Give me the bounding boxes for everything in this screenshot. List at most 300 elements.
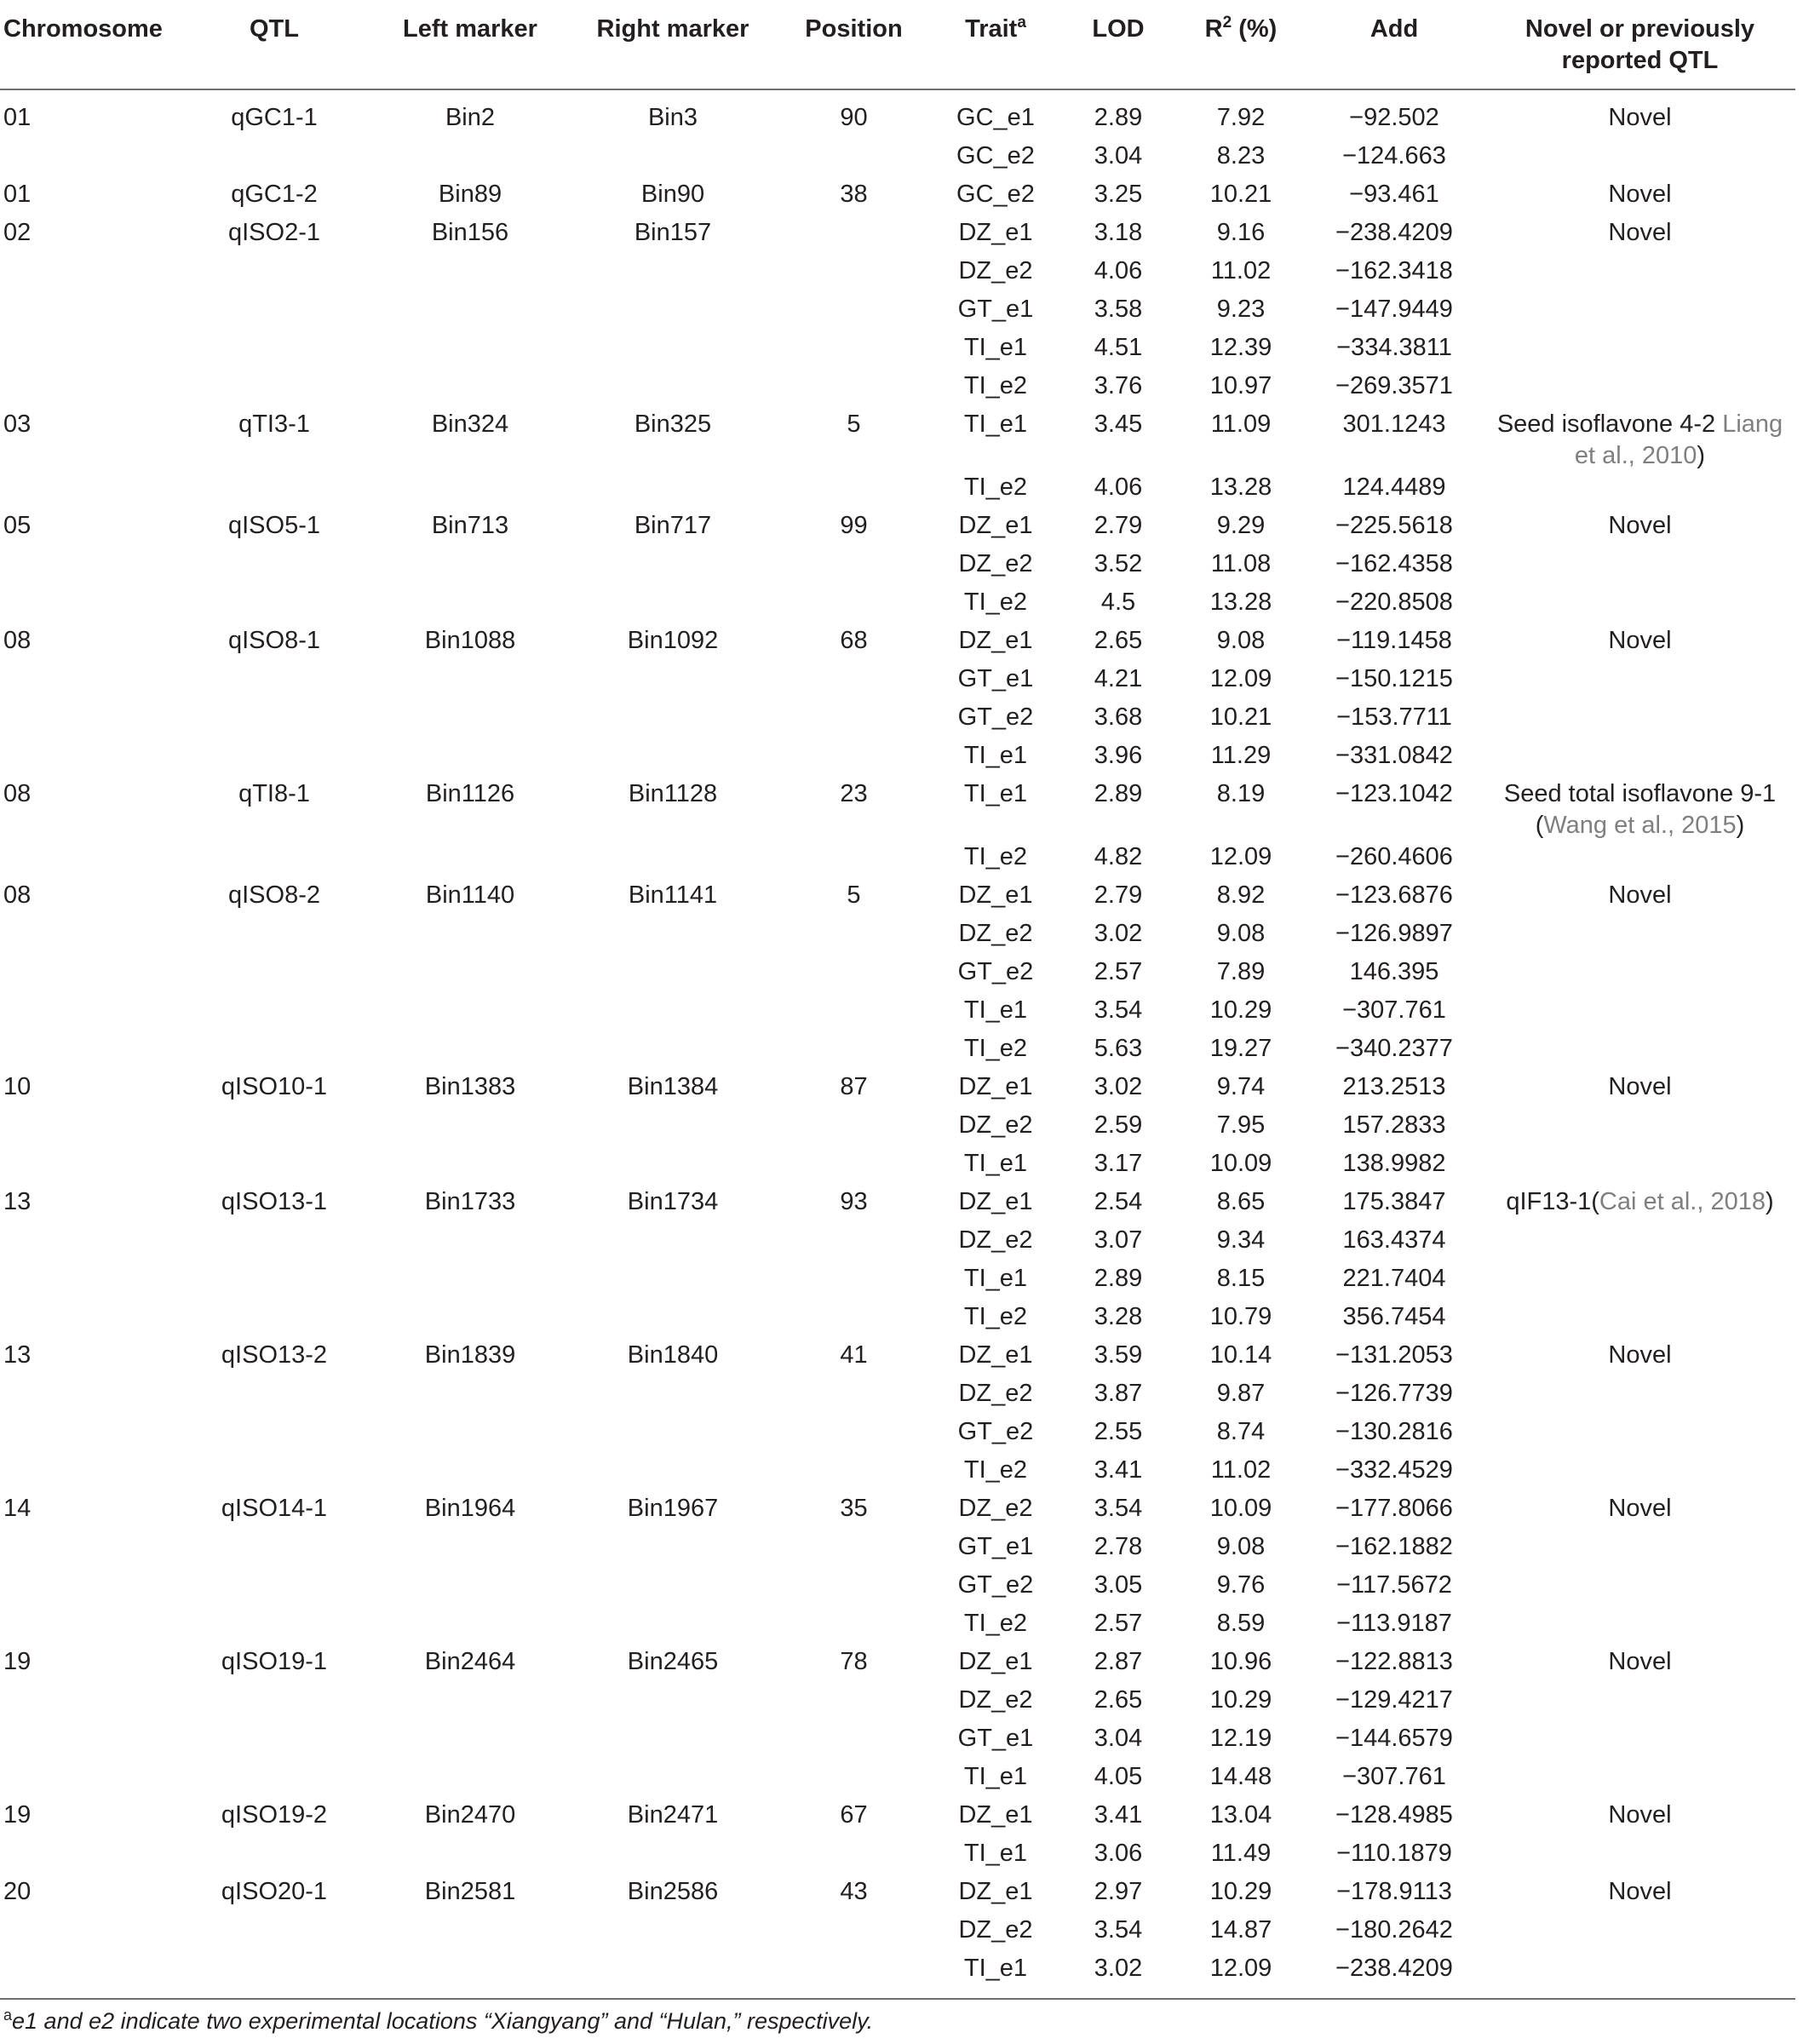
cell-left-marker: Bin1383	[424, 1073, 516, 1100]
cell-r2: 13.28	[1209, 589, 1272, 616]
cell-trait: TI_e1	[963, 742, 1028, 769]
cell-novel-or-reported	[1484, 1225, 1795, 1263]
cell-left-marker: Bin156	[431, 219, 509, 246]
cell-r2: 7.95	[1216, 1111, 1266, 1139]
cell-lod: 2.79	[1094, 881, 1143, 909]
cell-chromosome	[0, 1723, 179, 1761]
cell-lod: 2.89	[1094, 1265, 1143, 1292]
footnote-text: e1 and e2 indicate two experimental locations “Xiangyang” and “Hulan,” respectively.	[12, 2008, 874, 2034]
table-row	[0, 179, 1795, 217]
table-row	[0, 1570, 1795, 1608]
table-row	[0, 1340, 1795, 1378]
cell-add: −126.9897	[1335, 920, 1453, 947]
cell-novel-or-reported	[1484, 1531, 1795, 1570]
cell-r2: 19.27	[1209, 1035, 1272, 1062]
cell-position	[775, 841, 933, 880]
cell-chromosome	[0, 256, 179, 294]
cell-chromosome: 05	[3, 512, 32, 539]
cell-lod: 4.51	[1094, 334, 1143, 361]
cell-right-marker	[571, 1723, 775, 1761]
cell-trait: DZ_e2	[958, 257, 1033, 284]
cell-right-marker	[571, 1263, 775, 1301]
cell-novel-or-reported	[1484, 332, 1795, 370]
cell-novel-or-reported	[1484, 510, 1795, 548]
cell-r2: 14.48	[1209, 1763, 1272, 1790]
cell-left-marker	[370, 1915, 571, 1953]
cell-r2: 12.09	[1209, 665, 1272, 692]
cell-r2: 7.92	[1216, 104, 1266, 131]
cell-chromosome	[0, 740, 179, 778]
status-text: Novel	[1608, 1073, 1672, 1100]
cell-qtl	[179, 918, 370, 956]
cell-qtl	[179, 1263, 370, 1301]
cell-position: 78	[840, 1648, 868, 1675]
cell-chromosome: 01	[3, 181, 32, 208]
cell-position: 23	[840, 780, 868, 807]
cell-add: −123.6876	[1335, 881, 1453, 909]
cell-chromosome	[0, 995, 179, 1033]
cell-r2: 12.09	[1178, 1953, 1304, 1999]
cell-left-marker	[370, 995, 571, 1033]
cell-right-marker	[571, 332, 775, 370]
cell-qtl: qTI3-1	[238, 411, 310, 438]
cell-add: −220.8508	[1335, 589, 1453, 616]
table-footnote	[3, 2008, 873, 2035]
cell-r2: 7.89	[1216, 958, 1266, 985]
cell-position: 5	[847, 411, 861, 438]
cell-r2: 10.97	[1209, 372, 1272, 399]
status-text: Novel	[1608, 1495, 1672, 1522]
cell-trait: TI_e1	[963, 1840, 1028, 1867]
cell-add: −334.3811	[1336, 334, 1452, 361]
cell-r2: 8.19	[1216, 780, 1266, 807]
cell-chromosome	[0, 841, 179, 880]
cell-qtl	[179, 1110, 370, 1148]
cell-chromosome: 19	[3, 1648, 32, 1675]
header-left-marker: Left marker	[370, 5, 571, 89]
cell-right-marker	[571, 956, 775, 995]
cell-r2: 9.74	[1216, 1073, 1266, 1100]
cell-left-marker: Bin324	[431, 411, 509, 438]
table-row	[0, 548, 1795, 587]
cell-add: −180.2642	[1335, 1916, 1453, 1944]
cell-chromosome: 19	[3, 1801, 32, 1829]
cell-r2: 10.29	[1209, 996, 1272, 1024]
cell-left-marker	[370, 1033, 571, 1071]
cell-lod: 3.04	[1094, 1725, 1143, 1752]
cell-add: −162.3418	[1335, 257, 1453, 284]
cell-trait: GT_e1	[957, 1533, 1034, 1560]
cell-position	[775, 141, 933, 179]
status-text-end: )	[1697, 442, 1706, 469]
cell-lod: 2.87	[1094, 1648, 1143, 1675]
cell-add: −162.4358	[1335, 550, 1453, 577]
cell-right-marker: Bin717	[634, 512, 712, 539]
cell-lod: 3.54	[1094, 996, 1143, 1024]
status-text: Novel	[1608, 1341, 1672, 1369]
cell-chromosome	[0, 1953, 179, 1999]
cell-right-marker	[571, 740, 775, 778]
cell-right-marker: Bin3	[647, 104, 698, 131]
cell-position	[775, 1110, 933, 1148]
cell-left-marker	[370, 1685, 571, 1723]
cell-right-marker	[571, 1033, 775, 1071]
cell-r2: 8.74	[1216, 1418, 1266, 1445]
cell-left-marker	[370, 1416, 571, 1455]
table-body	[0, 89, 1795, 1999]
header-r2	[1178, 5, 1304, 89]
cell-novel-or-reported	[1484, 1416, 1795, 1455]
cell-r2: 9.87	[1216, 1380, 1266, 1407]
cell-trait: TI_e1	[933, 1953, 1059, 1999]
cell-qtl: qISO19-1	[221, 1648, 328, 1675]
cell-left-marker	[370, 332, 571, 370]
cell-novel-or-reported	[1484, 1071, 1795, 1110]
table-row	[0, 1646, 1795, 1685]
table-row	[0, 472, 1795, 510]
header-r2-label: R	[1204, 15, 1223, 43]
cell-qtl	[179, 1301, 370, 1340]
cell-novel-or-reported	[1484, 1186, 1795, 1225]
cell-position	[775, 1148, 933, 1186]
cell-left-marker	[370, 1761, 571, 1800]
cell-add: −162.1882	[1335, 1533, 1453, 1560]
cell-trait: TI_e1	[963, 1763, 1028, 1790]
table-row	[0, 702, 1795, 740]
cell-right-marker	[571, 663, 775, 702]
cell-qtl	[179, 1531, 370, 1570]
footnote-mark: a	[3, 2007, 13, 2024]
cell-novel-or-reported	[1484, 1148, 1795, 1186]
cell-left-marker	[370, 1301, 571, 1340]
cell-chromosome	[0, 1685, 179, 1723]
cell-trait: DZ_e2	[958, 1380, 1033, 1407]
cell-lod: 4.5	[1100, 589, 1136, 616]
cell-qtl: qISO13-1	[221, 1188, 328, 1215]
cell-right-marker	[571, 1531, 775, 1570]
cell-qtl	[179, 1148, 370, 1186]
citation-link[interactable]: Cai et al., 2018	[1599, 1188, 1766, 1215]
cell-position	[775, 918, 933, 956]
cell-lod: 3.17	[1094, 1150, 1143, 1177]
cell-right-marker	[571, 841, 775, 880]
cell-chromosome	[0, 587, 179, 625]
cell-r2: 12.19	[1209, 1725, 1272, 1752]
cell-left-marker: Bin1126	[425, 780, 515, 807]
cell-qtl	[179, 1723, 370, 1761]
cell-position	[775, 1570, 933, 1608]
cell-lod: 3.28	[1094, 1303, 1143, 1330]
cell-trait: DZ_e2	[958, 1916, 1033, 1944]
cell-r2: 11.02	[1210, 257, 1272, 284]
cell-position: 43	[840, 1878, 868, 1905]
cell-trait: TI_e2	[963, 1035, 1028, 1062]
header-trait	[933, 5, 1059, 89]
table-row	[0, 1186, 1795, 1225]
cell-right-marker	[571, 1570, 775, 1608]
cell-left-marker: Bin2581	[424, 1878, 516, 1905]
cell-position: 5	[847, 881, 861, 909]
cell-novel-or-reported	[1484, 141, 1795, 179]
cell-add: −131.2053	[1335, 1341, 1453, 1369]
cell-left-marker	[370, 587, 571, 625]
cell-trait: DZ_e1	[958, 1073, 1033, 1100]
header-trait-label: Trait	[965, 15, 1018, 43]
cell-right-marker: Bin157	[634, 219, 712, 246]
table-row	[0, 1455, 1795, 1493]
cell-chromosome	[0, 1570, 179, 1608]
cell-position: 41	[840, 1341, 868, 1369]
cell-novel-or-reported	[1484, 1493, 1795, 1531]
cell-right-marker	[571, 548, 775, 587]
cell-add: −307.761	[1342, 996, 1446, 1024]
cell-left-marker	[370, 740, 571, 778]
cell-right-marker	[571, 1416, 775, 1455]
cell-lod: 3.54	[1094, 1916, 1143, 1944]
cell-add: −122.8813	[1335, 1648, 1453, 1675]
cell-r2: 9.08	[1216, 627, 1266, 654]
table-row	[0, 1148, 1795, 1186]
cell-lod: 3.41	[1094, 1456, 1143, 1484]
cell-left-marker	[370, 370, 571, 409]
table-row	[0, 995, 1795, 1033]
cell-add: −307.761	[1342, 1763, 1446, 1790]
table-row	[0, 256, 1795, 294]
cell-trait: DZ_e2	[958, 920, 1033, 947]
cell-lod: 2.57	[1094, 1610, 1143, 1637]
cell-r2: 12.09	[1209, 843, 1272, 870]
cell-left-marker	[370, 1378, 571, 1416]
cell-right-marker: Bin2471	[627, 1801, 719, 1829]
header-add: Add	[1304, 5, 1484, 89]
status-text: Novel	[1608, 512, 1672, 539]
cell-add: −178.9113	[1336, 1878, 1452, 1905]
cell-qtl	[179, 1838, 370, 1876]
cell-r2: 10.79	[1209, 1303, 1272, 1330]
status-text: Novel	[1608, 1801, 1672, 1829]
status-text: Novel	[1608, 104, 1672, 131]
cell-chromosome	[0, 1033, 179, 1071]
cell-qtl	[179, 472, 370, 510]
header-r2-unit: (%)	[1232, 15, 1278, 43]
cell-chromosome	[0, 370, 179, 409]
cell-trait: GT_e2	[957, 1571, 1034, 1599]
cell-novel-or-reported	[1484, 1608, 1795, 1646]
cell-lod: 3.54	[1094, 1495, 1143, 1522]
table-row	[0, 510, 1795, 548]
cell-add: 146.395	[1349, 958, 1439, 985]
cell-right-marker: Bin1092	[627, 627, 719, 654]
cell-lod: 4.06	[1094, 257, 1143, 284]
cell-chromosome: 13	[3, 1341, 32, 1369]
cell-qtl	[179, 1416, 370, 1455]
cell-right-marker	[571, 1301, 775, 1340]
cell-novel-or-reported	[1484, 1301, 1795, 1340]
cell-novel-or-reported	[1484, 880, 1795, 918]
table-row	[0, 1608, 1795, 1646]
cell-position	[775, 1416, 933, 1455]
table-row	[0, 409, 1795, 472]
cell-r2: 8.15	[1216, 1265, 1266, 1292]
cell-qtl	[179, 1761, 370, 1800]
cell-novel-or-reported	[1484, 370, 1795, 409]
cell-add: −260.4606	[1335, 843, 1453, 870]
cell-trait: GC_e2	[956, 181, 1035, 208]
cell-novel-or-reported	[1484, 1723, 1795, 1761]
cell-right-marker: Bin1967	[627, 1495, 719, 1522]
cell-position	[775, 256, 933, 294]
cell-qtl	[179, 548, 370, 587]
cell-add: 301.1243	[1342, 411, 1446, 438]
cell-r2: 10.09	[1209, 1150, 1272, 1177]
cell-lod: 3.02	[1094, 920, 1143, 947]
cell-r2: 8.59	[1216, 1610, 1266, 1637]
cell-left-marker	[370, 1570, 571, 1608]
cell-qtl	[179, 587, 370, 625]
cell-lod: 3.25	[1094, 181, 1143, 208]
cell-r2: 11.09	[1210, 411, 1272, 438]
table-row	[0, 1915, 1795, 1953]
cell-r2: 10.96	[1209, 1648, 1272, 1675]
cell-position	[775, 1378, 933, 1416]
cell-qtl	[179, 1685, 370, 1723]
cell-right-marker: Bin1141	[628, 881, 718, 909]
table-row	[0, 1838, 1795, 1876]
cell-trait: DZ_e1	[958, 512, 1033, 539]
cell-add: −128.4985	[1335, 1801, 1453, 1829]
status-text: qIF13-1(	[1506, 1188, 1599, 1215]
cell-lod: 2.97	[1094, 1878, 1143, 1905]
cell-lod: 3.04	[1094, 142, 1143, 169]
cell-lod: 3.05	[1094, 1571, 1143, 1599]
cell-r2: 10.21	[1209, 181, 1272, 208]
cell-novel-or-reported	[1484, 918, 1795, 956]
cell-position	[775, 472, 933, 510]
cell-right-marker	[571, 1953, 775, 1999]
cell-lod: 2.55	[1094, 1418, 1143, 1445]
cell-left-marker	[370, 918, 571, 956]
cell-position	[775, 740, 933, 778]
cell-position	[775, 1263, 933, 1301]
cell-left-marker	[370, 1225, 571, 1263]
cell-right-marker	[571, 256, 775, 294]
cell-add: −129.4217	[1335, 1686, 1453, 1714]
cell-lod: 2.65	[1094, 1686, 1143, 1714]
cell-novel-or-reported	[1484, 89, 1795, 141]
cell-trait: TI_e1	[963, 334, 1028, 361]
cell-add: −332.4529	[1335, 1456, 1453, 1484]
cell-position	[775, 1915, 933, 1953]
cell-lod: 3.06	[1094, 1840, 1143, 1867]
status-text-end: )	[1736, 812, 1745, 839]
cell-trait: TI_e1	[963, 780, 1028, 807]
cell-qtl	[179, 663, 370, 702]
status-text: Seed total isoflavone 9-1 (	[1503, 780, 1777, 839]
header-novel: Novel or previously reported QTL	[1484, 5, 1795, 89]
cell-add: −144.6579	[1335, 1725, 1453, 1752]
cell-trait: TI_e1	[963, 411, 1028, 438]
cell-right-marker	[571, 1838, 775, 1876]
cell-lod: 3.87	[1094, 1380, 1143, 1407]
cell-position	[775, 1531, 933, 1570]
cell-position	[775, 1723, 933, 1761]
cell-trait: TI_e2	[963, 372, 1028, 399]
cell-trait: GT_e1	[957, 296, 1034, 323]
cell-add: −113.9187	[1336, 1610, 1452, 1637]
status-text: Novel	[1608, 627, 1672, 654]
header-lod: LOD	[1059, 5, 1178, 89]
cell-chromosome: 08	[3, 881, 32, 909]
table-row	[0, 1531, 1795, 1570]
cell-novel-or-reported	[1484, 1953, 1795, 1999]
cell-chromosome	[0, 141, 179, 179]
cell-lod: 2.79	[1094, 512, 1143, 539]
cell-qtl	[179, 294, 370, 332]
cell-r2: 9.08	[1216, 1533, 1266, 1560]
cell-add: 138.9982	[1342, 1150, 1446, 1177]
cell-r2: 10.14	[1209, 1341, 1272, 1369]
cell-novel-or-reported	[1484, 1570, 1795, 1608]
cell-add: −331.0842	[1335, 742, 1453, 769]
cell-qtl: qISO20-1	[221, 1878, 328, 1905]
cell-novel-or-reported	[1484, 1838, 1795, 1876]
cell-qtl	[179, 702, 370, 740]
cell-right-marker	[571, 294, 775, 332]
cell-left-marker	[370, 1455, 571, 1493]
cell-novel-or-reported	[1484, 256, 1795, 294]
cell-r2: 10.09	[1209, 1495, 1272, 1522]
cell-right-marker	[571, 1455, 775, 1493]
cell-r2: 8.92	[1216, 881, 1266, 909]
cell-left-marker	[370, 1838, 571, 1876]
cell-lod: 5.63	[1094, 1035, 1143, 1062]
cell-add: −269.3571	[1335, 372, 1453, 399]
table-row	[0, 1723, 1795, 1761]
cell-position	[775, 370, 933, 409]
table-row	[0, 1263, 1795, 1301]
cell-chromosome	[0, 332, 179, 370]
cell-left-marker: Bin2	[445, 104, 496, 131]
cell-qtl: qISO8-2	[228, 881, 320, 909]
citation-link[interactable]: Liang et al., 2010	[1574, 411, 1783, 469]
cell-r2: 9.76	[1216, 1571, 1266, 1599]
citation-link[interactable]: Wang et al., 2015	[1543, 812, 1737, 839]
cell-trait: DZ_e1	[958, 627, 1033, 654]
cell-novel-or-reported	[1484, 217, 1795, 256]
cell-right-marker: Bin1128	[628, 780, 718, 807]
cell-qtl: qISO5-1	[228, 512, 320, 539]
cell-qtl	[179, 956, 370, 995]
cell-chromosome: 20	[3, 1878, 32, 1905]
cell-position: 90	[840, 104, 868, 131]
cell-lod: 3.02	[1094, 1073, 1143, 1100]
cell-left-marker: Bin1964	[424, 1495, 516, 1522]
cell-right-marker	[571, 1608, 775, 1646]
cell-r2: 12.39	[1209, 334, 1272, 361]
cell-lod: 3.02	[1059, 1953, 1178, 1999]
cell-r2: 11.49	[1210, 1840, 1272, 1867]
cell-trait: DZ_e2	[958, 1686, 1033, 1714]
cell-qtl: qTI8-1	[238, 780, 310, 807]
cell-chromosome	[0, 663, 179, 702]
cell-novel-or-reported	[1484, 409, 1795, 472]
table-row	[0, 918, 1795, 956]
cell-qtl	[179, 256, 370, 294]
cell-position	[775, 1225, 933, 1263]
cell-trait: GT_e2	[957, 1418, 1034, 1445]
cell-left-marker: Bin1088	[424, 627, 516, 654]
cell-right-marker	[571, 1761, 775, 1800]
